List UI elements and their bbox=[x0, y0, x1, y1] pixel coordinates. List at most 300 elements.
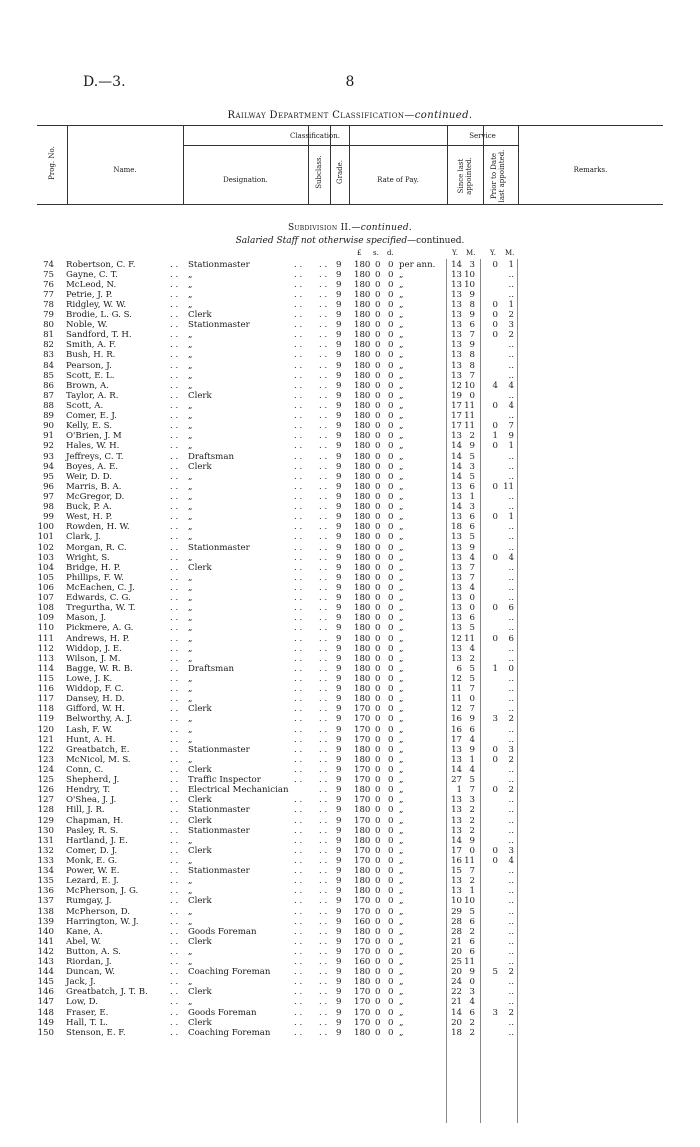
dot-leader: . . bbox=[170, 411, 179, 422]
pay-pounds: 170 bbox=[354, 896, 371, 907]
pay-pounds: 170 bbox=[354, 704, 371, 715]
dot-leader: . . bbox=[294, 926, 303, 937]
dot-leader: . . bbox=[294, 522, 303, 533]
subclass: 9 bbox=[336, 754, 342, 765]
prog-no: 88 bbox=[43, 401, 54, 412]
prior-years: 0 bbox=[492, 330, 498, 341]
staff-name: Noble, W. bbox=[66, 320, 108, 331]
since-years: 17 bbox=[451, 734, 462, 745]
dot-leader: . . bbox=[170, 441, 179, 452]
pay-shillings: 0 bbox=[375, 775, 381, 786]
table-row bbox=[0, 512, 700, 522]
dot-leader: . . bbox=[294, 562, 303, 573]
prior-months: 4 bbox=[508, 855, 514, 866]
pay-period: „ bbox=[399, 734, 404, 745]
dot-leader: . . bbox=[319, 825, 328, 836]
dot-leader: . . bbox=[319, 310, 328, 321]
pay-period: „ bbox=[399, 532, 404, 543]
pay-pounds: 180 bbox=[354, 390, 371, 401]
department-title-suffix: —continued. bbox=[404, 110, 473, 121]
pay-pence: 0 bbox=[388, 572, 394, 583]
dot-leader: . . bbox=[294, 734, 303, 745]
table-row bbox=[0, 340, 700, 350]
prior-months: .. bbox=[508, 694, 514, 705]
dot-leader: . . bbox=[319, 643, 328, 654]
since-years: 1 bbox=[456, 785, 462, 796]
since-months: 0 bbox=[469, 845, 475, 856]
table-row bbox=[0, 573, 700, 583]
dot-leader: . . bbox=[294, 694, 303, 705]
designation: „ bbox=[188, 492, 193, 503]
table-row bbox=[0, 411, 700, 421]
dot-leader: . . bbox=[319, 461, 328, 472]
designation: „ bbox=[188, 299, 193, 310]
dot-leader: . . bbox=[170, 754, 179, 765]
staff-name: Phillips, F. W. bbox=[66, 572, 124, 583]
since-months: 9 bbox=[469, 310, 475, 321]
prog-no: 126 bbox=[37, 785, 54, 796]
since-years: 13 bbox=[451, 795, 462, 806]
prior-months: 3 bbox=[508, 845, 514, 856]
designation: „ bbox=[188, 977, 193, 988]
pay-period: „ bbox=[399, 269, 404, 280]
since-years: 13 bbox=[451, 653, 462, 664]
pay-pounds: 180 bbox=[354, 401, 371, 412]
pay-shillings: 0 bbox=[375, 492, 381, 503]
pay-pounds: 180 bbox=[354, 441, 371, 452]
pay-shillings: 0 bbox=[375, 532, 381, 543]
dot-leader: . . bbox=[170, 967, 179, 978]
dot-leader: . . bbox=[170, 330, 179, 341]
subclass: 9 bbox=[336, 734, 342, 745]
since-years: 13 bbox=[451, 360, 462, 371]
prog-no: 75 bbox=[43, 269, 54, 280]
since-months: 6 bbox=[469, 916, 475, 927]
dot-leader: . . bbox=[294, 936, 303, 947]
pay-pence: 0 bbox=[388, 1017, 394, 1028]
prog-no: 116 bbox=[37, 684, 54, 695]
pay-pounds: 180 bbox=[354, 866, 371, 877]
prior-months: .. bbox=[508, 957, 514, 968]
pay-shillings: 0 bbox=[375, 724, 381, 735]
pay-shillings: 0 bbox=[375, 431, 381, 442]
prog-no: 112 bbox=[37, 643, 54, 654]
pay-shillings: 0 bbox=[375, 380, 381, 391]
prog-no: 133 bbox=[37, 855, 54, 866]
staff-name: Weir, D. D. bbox=[66, 471, 112, 482]
designation: Clerk bbox=[188, 704, 212, 715]
since-years: 13 bbox=[451, 876, 462, 887]
since-months: 7 bbox=[469, 704, 475, 715]
dot-leader: . . bbox=[294, 967, 303, 978]
pay-pounds: 180 bbox=[354, 593, 371, 604]
since-years: 13 bbox=[451, 492, 462, 503]
subclass: 9 bbox=[336, 451, 342, 462]
pay-pounds: 180 bbox=[354, 744, 371, 755]
designation: „ bbox=[188, 684, 193, 695]
since-years: 13 bbox=[451, 481, 462, 492]
prog-no: 148 bbox=[37, 1007, 54, 1018]
document-code: D.—3. bbox=[83, 74, 126, 90]
pay-pence: 0 bbox=[388, 643, 394, 654]
since-years: 17 bbox=[451, 421, 462, 432]
dot-leader: . . bbox=[319, 663, 328, 674]
dot-leader: . . bbox=[294, 744, 303, 755]
prog-no: 96 bbox=[43, 481, 54, 492]
pay-pence: 0 bbox=[388, 1027, 394, 1038]
designation: „ bbox=[188, 330, 193, 341]
dot-leader: . . bbox=[319, 552, 328, 563]
table-row bbox=[0, 300, 700, 310]
dot-leader: . . bbox=[170, 532, 179, 543]
pay-shillings: 0 bbox=[375, 360, 381, 371]
prog-no: 122 bbox=[37, 744, 54, 755]
since-months: 11 bbox=[464, 633, 475, 644]
pay-pence: 0 bbox=[388, 310, 394, 321]
since-years: 24 bbox=[451, 977, 462, 988]
pay-pence: 0 bbox=[388, 401, 394, 412]
staff-name: Widdop, F. C. bbox=[66, 684, 124, 695]
dot-leader: . . bbox=[319, 987, 328, 998]
designation: „ bbox=[188, 997, 193, 1008]
dot-leader: . . bbox=[294, 461, 303, 472]
staff-name: Fraser, E. bbox=[66, 1007, 109, 1018]
table-row bbox=[0, 1028, 700, 1038]
since-months: 6 bbox=[469, 724, 475, 735]
prior-months: 2 bbox=[508, 754, 514, 765]
since-years: 13 bbox=[451, 512, 462, 523]
dot-leader: . . bbox=[170, 855, 179, 866]
pay-period: „ bbox=[399, 795, 404, 806]
staff-name: Low, D. bbox=[66, 997, 98, 1008]
table-row bbox=[0, 836, 700, 846]
dot-leader: . . bbox=[319, 320, 328, 331]
dot-leader: . . bbox=[319, 269, 328, 280]
prior-months: .. bbox=[508, 1017, 514, 1028]
pay-shillings: 0 bbox=[375, 906, 381, 917]
prog-no: 143 bbox=[37, 957, 54, 968]
since-years: 13 bbox=[451, 340, 462, 351]
designation: Stationmaster bbox=[188, 320, 250, 331]
dot-leader: . . bbox=[294, 754, 303, 765]
subclass: 9 bbox=[336, 289, 342, 300]
dot-leader: . . bbox=[294, 673, 303, 684]
prior-months: 2 bbox=[508, 330, 514, 341]
since-years: 16 bbox=[451, 714, 462, 725]
subclass: 9 bbox=[336, 411, 342, 422]
pay-pence: 0 bbox=[388, 431, 394, 442]
since-months: 4 bbox=[469, 734, 475, 745]
pay-shillings: 0 bbox=[375, 653, 381, 664]
staff-name: Scott, A. bbox=[66, 401, 104, 412]
prog-no: 79 bbox=[43, 310, 54, 321]
designation: „ bbox=[188, 835, 193, 846]
department-title-text: Railway Department Classification bbox=[227, 110, 405, 121]
dot-leader: . . bbox=[319, 866, 328, 877]
pay-pence: 0 bbox=[388, 977, 394, 988]
prior-months: .. bbox=[508, 704, 514, 715]
designation: „ bbox=[188, 633, 193, 644]
pay-period: „ bbox=[399, 957, 404, 968]
dot-leader: . . bbox=[294, 866, 303, 877]
pay-pence: 0 bbox=[388, 269, 394, 280]
dot-leader: . . bbox=[319, 764, 328, 775]
dot-leader: . . bbox=[319, 532, 328, 543]
table-row bbox=[0, 846, 700, 856]
designation: Clerk bbox=[188, 936, 212, 947]
dot-leader: . . bbox=[294, 613, 303, 624]
pay-shillings: 0 bbox=[375, 866, 381, 877]
since-years: 13 bbox=[451, 552, 462, 563]
since-years: 11 bbox=[451, 694, 462, 705]
subclass: 9 bbox=[336, 441, 342, 452]
subclass: 9 bbox=[336, 926, 342, 937]
staff-name: Sandford, T. H. bbox=[66, 330, 132, 341]
since-years: 13 bbox=[451, 825, 462, 836]
pay-shillings: 0 bbox=[375, 663, 381, 674]
pay-pounds: 180 bbox=[354, 512, 371, 523]
table-row bbox=[0, 866, 700, 876]
pay-shillings: 0 bbox=[375, 684, 381, 695]
table-row bbox=[0, 441, 700, 451]
prog-no: 101 bbox=[37, 532, 54, 543]
staff-table-body bbox=[0, 260, 700, 1038]
prog-no: 127 bbox=[37, 795, 54, 806]
pay-pounds: 170 bbox=[354, 795, 371, 806]
since-years: 13 bbox=[451, 310, 462, 321]
prior-months: 11 bbox=[503, 481, 514, 492]
since-months: 8 bbox=[469, 350, 475, 361]
dot-leader: . . bbox=[319, 502, 328, 513]
staff-subheading-suffix: —continued. bbox=[407, 236, 465, 246]
pay-shillings: 0 bbox=[375, 1007, 381, 1018]
dot-leader: . . bbox=[294, 663, 303, 674]
since-months: 11 bbox=[464, 957, 475, 968]
prog-no: 144 bbox=[37, 967, 54, 978]
prog-no: 146 bbox=[37, 987, 54, 998]
pay-pence: 0 bbox=[388, 845, 394, 856]
since-months: 6 bbox=[469, 522, 475, 533]
prior-years: 3 bbox=[492, 714, 498, 725]
since-months: 6 bbox=[469, 936, 475, 947]
prior-months: 4 bbox=[508, 401, 514, 412]
since-months: 10 bbox=[464, 380, 475, 391]
prior-years: 0 bbox=[492, 421, 498, 432]
staff-name: Widdop, J. E. bbox=[66, 643, 122, 654]
since-years: 12 bbox=[451, 380, 462, 391]
staff-name: Marris, B. A. bbox=[66, 481, 122, 492]
prior-years: 0 bbox=[492, 259, 498, 270]
designation: Stationmaster bbox=[188, 866, 250, 877]
pay-shillings: 0 bbox=[375, 522, 381, 533]
dot-leader: . . bbox=[319, 876, 328, 887]
subclass-header: Subclass. bbox=[315, 155, 323, 189]
prog-no: 134 bbox=[37, 866, 54, 877]
pay-shillings: 0 bbox=[375, 340, 381, 351]
since-years: 13 bbox=[451, 532, 462, 543]
since-years: 13 bbox=[451, 754, 462, 765]
prior-months: .. bbox=[508, 936, 514, 947]
dot-leader: . . bbox=[319, 350, 328, 361]
table-row bbox=[0, 260, 700, 270]
dot-leader: . . bbox=[319, 1007, 328, 1018]
pay-period: „ bbox=[399, 522, 404, 533]
prior-months: .. bbox=[508, 775, 514, 786]
since-months: 2 bbox=[469, 431, 475, 442]
pay-shillings: 0 bbox=[375, 623, 381, 634]
designation: „ bbox=[188, 340, 193, 351]
since-years: 25 bbox=[451, 957, 462, 968]
pay-shillings: 0 bbox=[375, 461, 381, 472]
pay-pence: 0 bbox=[388, 673, 394, 684]
prior-months: .. bbox=[508, 542, 514, 553]
designation: „ bbox=[188, 916, 193, 927]
pay-pence: 0 bbox=[388, 866, 394, 877]
prior-months: .. bbox=[508, 866, 514, 877]
dot-leader: . . bbox=[319, 977, 328, 988]
since-months: 4 bbox=[469, 997, 475, 1008]
subclass: 9 bbox=[336, 1017, 342, 1028]
pay-pounds: 170 bbox=[354, 936, 371, 947]
dot-leader: . . bbox=[170, 987, 179, 998]
dot-leader: . . bbox=[319, 370, 328, 381]
prior-months: .. bbox=[508, 805, 514, 816]
dot-leader: . . bbox=[170, 390, 179, 401]
dot-leader: . . bbox=[170, 906, 179, 917]
pay-period: „ bbox=[399, 481, 404, 492]
pay-pounds: 170 bbox=[354, 845, 371, 856]
pay-shillings: 0 bbox=[375, 694, 381, 705]
table-row bbox=[0, 987, 700, 997]
dot-leader: . . bbox=[170, 522, 179, 533]
prog-no: 100 bbox=[37, 522, 54, 533]
prior-months: .. bbox=[508, 825, 514, 836]
since-months: 3 bbox=[469, 461, 475, 472]
designation: „ bbox=[188, 431, 193, 442]
pay-shillings: 0 bbox=[375, 734, 381, 745]
prior-months: .. bbox=[508, 1027, 514, 1038]
prog-no: 123 bbox=[37, 754, 54, 765]
prog-no: 95 bbox=[43, 471, 54, 482]
since-months: 7 bbox=[469, 866, 475, 877]
staff-name: Chapman, H. bbox=[66, 815, 124, 826]
subclass: 9 bbox=[336, 694, 342, 705]
pay-shillings: 0 bbox=[375, 835, 381, 846]
since-years: 17 bbox=[451, 411, 462, 422]
subclass: 9 bbox=[336, 916, 342, 927]
table-row bbox=[0, 644, 700, 654]
prior-years: 0 bbox=[492, 633, 498, 644]
pay-pounds: 180 bbox=[354, 835, 371, 846]
designation: „ bbox=[188, 350, 193, 361]
table-row bbox=[0, 462, 700, 472]
since-years: 17 bbox=[451, 401, 462, 412]
pay-period: „ bbox=[399, 633, 404, 644]
prog-no: 141 bbox=[37, 936, 54, 947]
prog-no: 103 bbox=[37, 552, 54, 563]
pay-period: „ bbox=[399, 431, 404, 442]
staff-name: Button, A. S. bbox=[66, 946, 121, 957]
table-row bbox=[0, 927, 700, 937]
dot-leader: . . bbox=[319, 704, 328, 715]
pay-period: „ bbox=[399, 310, 404, 321]
since-years: 14 bbox=[451, 441, 462, 452]
prior-months: .. bbox=[508, 997, 514, 1008]
staff-name: Smith, A. F. bbox=[66, 340, 117, 351]
pay-period: „ bbox=[399, 987, 404, 998]
pay-pounds: 170 bbox=[354, 724, 371, 735]
remarks-header: Remarks. bbox=[573, 166, 608, 174]
prog-no: 77 bbox=[43, 289, 54, 300]
dot-leader: . . bbox=[294, 269, 303, 280]
table-row bbox=[0, 755, 700, 765]
since-years: 13 bbox=[451, 330, 462, 341]
prior-years: 0 bbox=[492, 512, 498, 523]
staff-name: Jeffreys, C. T. bbox=[66, 451, 124, 462]
dot-leader: . . bbox=[294, 492, 303, 503]
since-months: 10 bbox=[464, 269, 475, 280]
pay-pence: 0 bbox=[388, 876, 394, 887]
pay-period: „ bbox=[399, 593, 404, 604]
dot-leader: . . bbox=[294, 279, 303, 290]
table-row bbox=[0, 431, 700, 441]
prog-no: 147 bbox=[37, 997, 54, 1008]
prior-months: .. bbox=[508, 471, 514, 482]
pay-pounds: 180 bbox=[354, 451, 371, 462]
prog-no: 149 bbox=[37, 1017, 54, 1028]
pay-pence: 0 bbox=[388, 815, 394, 826]
dot-leader: . . bbox=[294, 289, 303, 300]
since-last-header: Since last appointed. bbox=[457, 157, 473, 195]
subclass: 9 bbox=[336, 320, 342, 331]
pay-pounds: 180 bbox=[354, 522, 371, 533]
subclass: 9 bbox=[336, 977, 342, 988]
prog-no: 130 bbox=[37, 825, 54, 836]
dot-leader: . . bbox=[294, 845, 303, 856]
since-months: 6 bbox=[469, 512, 475, 523]
table-row bbox=[0, 684, 700, 694]
since-months: 3 bbox=[469, 987, 475, 998]
staff-name: Comer, E. J. bbox=[66, 411, 117, 422]
table-row bbox=[0, 371, 700, 381]
designation: „ bbox=[188, 380, 193, 391]
dot-leader: . . bbox=[170, 401, 179, 412]
table-row bbox=[0, 785, 700, 795]
table-row bbox=[0, 634, 700, 644]
pay-period: „ bbox=[399, 724, 404, 735]
prior-years: 0 bbox=[492, 785, 498, 796]
pay-shillings: 0 bbox=[375, 957, 381, 968]
subclass: 9 bbox=[336, 744, 342, 755]
prog-no: 129 bbox=[37, 815, 54, 826]
subclass: 9 bbox=[336, 330, 342, 341]
pay-pence: 0 bbox=[388, 441, 394, 452]
pay-shillings: 0 bbox=[375, 562, 381, 573]
table-row bbox=[0, 401, 700, 411]
staff-name: Lash, F. W. bbox=[66, 724, 113, 735]
since-months: 5 bbox=[469, 673, 475, 684]
since-months: 6 bbox=[469, 613, 475, 624]
pay-pence: 0 bbox=[388, 633, 394, 644]
pay-pounds: 180 bbox=[354, 603, 371, 614]
designation: „ bbox=[188, 714, 193, 725]
staff-name: Lowe, J. K. bbox=[66, 673, 113, 684]
dot-leader: . . bbox=[319, 330, 328, 341]
prog-no: 76 bbox=[43, 279, 54, 290]
pay-pence: 0 bbox=[388, 330, 394, 341]
designation: Clerk bbox=[188, 815, 212, 826]
pay-pence: 0 bbox=[388, 896, 394, 907]
